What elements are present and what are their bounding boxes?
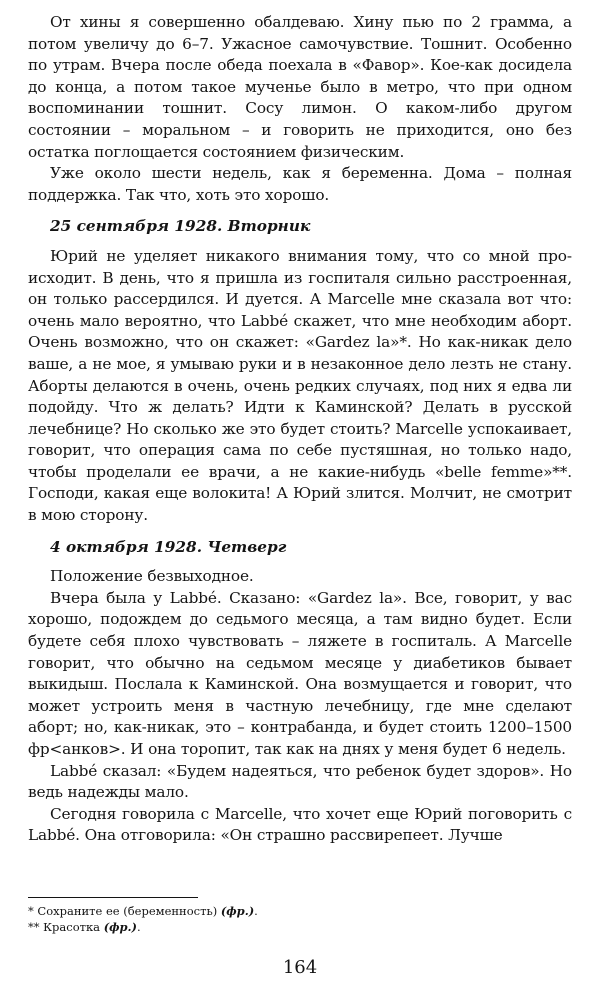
footnote-end: . (137, 920, 141, 934)
entry-weekday: Четверг (207, 537, 287, 556)
footnote (28, 903, 572, 919)
footnote-divider (28, 897, 198, 898)
entry-date: 25 сентября 1928. (50, 217, 223, 236)
paragraph: Вчера была у Labbé. Сказано: «Gardez la». Все, говорит, у вас хорошо, подождем до седьмого месяца, а там видно будет. Если будете себя плохо чувствовать – ляжете в госпиталь. А Marcelle говорит, что обычно на седьмом месяце у диабетиков бывает выкидыш. Послала к Каминской. Она возмущается и говорит, что может устроить меня в частную лечебницу, где мне сделают аборт; но, как-никак, это – контрабанда, и будет стоить 1200–1500 фр<анков>. И она торопит, так как на днях у меня будет 6 недель. (28, 588, 572, 758)
footnote-language: (фр.) (103, 920, 138, 934)
entry-weekday: Вторник (227, 217, 311, 236)
footnote-end: . (254, 904, 258, 918)
paragraph: Уже около шести недель, как я беременна. Дома – полная поддержка. Так что, хоть это хорошо. (28, 164, 572, 204)
entry-heading (28, 537, 572, 559)
entry-heading (28, 216, 572, 238)
entry-date: 4 октября 1928. (50, 537, 203, 556)
footnote-language: (фр.) (220, 904, 255, 918)
paragraph: Положение безвыходное. (50, 567, 254, 586)
footnote (28, 919, 572, 935)
page-number: 164 (282, 957, 318, 978)
paragraph: Сегодня говорила с Marcelle, что хочет еще Юрий поговорить с Labbé. Она отговорила: «Он страшно рассвирепеет. Лучше (28, 804, 572, 845)
footnote-text: * Сохраните ее (беременность) (28, 904, 221, 918)
paragraph: От хины я совершенно обалдеваю. Хину пью по 2 грамма, а потом увеличу до 6–7. Ужасное самочувствие. Тошнит. Особенно по утрам. Вчера после обеда поехала в «Фавор». Кое-как досидела до конца, а потом такое мученье было в метро, что при одном воспоминании тошнит. Сосу лимон. О каком-либо другом состоянии – моральном – и говорить не приходится, оно без остатка поглощается состоянием физическим. (28, 13, 572, 161)
footnote-text: ** Красотка (28, 920, 104, 934)
paragraph: Labbé сказал: «Будем надеяться, что ребенок будет здоров». Но ведь надежды мало. (28, 761, 572, 802)
footnotes (28, 903, 572, 935)
paragraph: Юрий не уделяет никакого внимания тому, что со мной происходит. В день, что я пришла из госпиталя сильно расстроенная, он только рассердился. И дуется. А Marcelle мне сказала вот что: очень мало вероятно, что Labbé скажет, что мне необходим аборт. Очень возможно, что он скажет: «Gardez la»*. Но как-никак дело ваше, а не мое, я умываю руки и в незаконное дело лезть не стану. Аборты делаются в очень, очень редких случаях, под них я едва ли подойду. Что ж делать? Идти к Каминской? Делать в русской лечебнице? Но сколько же это будет стоить? Marcelle успокаивает, говорит, что операция сама по себе пустяшная, но только надо, чтобы проделали ее врачи, а не какие-нибудь «belle femme»**. Господи, какая еще волокита! А Юрий злится. Молчит, не смотрит в мою сторону. (28, 246, 572, 525)
